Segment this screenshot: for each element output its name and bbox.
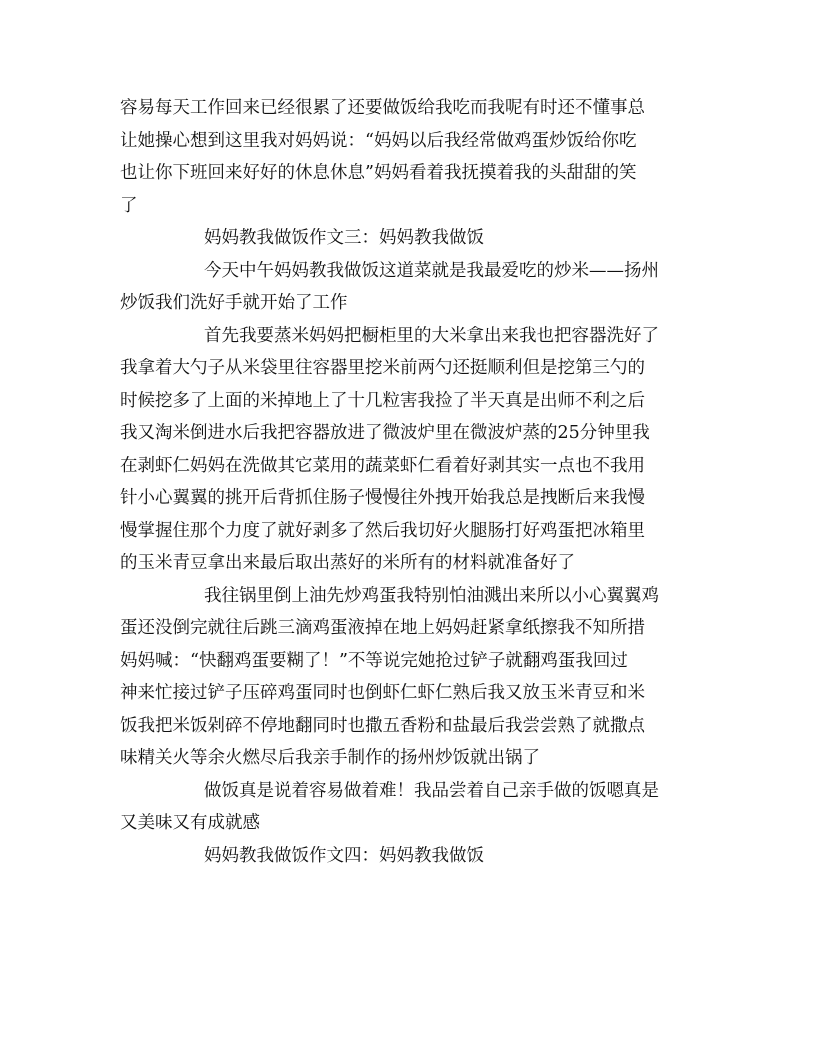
text-line: 也让你下班回来好好的休息休息”妈妈看着我抚摸着我的头甜甜的笑: [120, 163, 637, 183]
section-heading: 妈妈教我做饭作文三：妈妈教我做饭: [204, 228, 484, 248]
paragraph-start: 首先我要蒸米妈妈把橱柜里的大米拿出来我也把容器洗好了: [204, 325, 659, 346]
text-line: 味精关火等余火燃尽后我亲手制作的扬州炒饭就出锅了: [120, 748, 540, 768]
text-line: 又美味又有成就感: [120, 813, 260, 833]
paragraph-start: 做饭真是说着容易做着难！我品尝着自己亲手做的饭嗯真是: [204, 780, 659, 801]
text-line: 妈妈喊：“快翻鸡蛋要糊了！”不等说完她抢过铲子就翻鸡蛋我回过: [120, 650, 628, 671]
text-line: 蛋还没倒完就往后跳三滴鸡蛋液掉在地上妈妈赶紧拿纸擦我不知所措: [120, 618, 645, 638]
essay-text: [120, 92, 696, 872]
text-line: 了: [120, 195, 138, 216]
text-line: 我又淘米倒进水后我把容器放进了微波炉里在微波炉蒸的25分钟里我: [120, 423, 650, 443]
paragraph-start: 我往锅里倒上油先炒鸡蛋我特别怕油溅出来所以小心翼翼鸡: [204, 585, 659, 606]
text-line: 饭我把米饭剁碎不停地翻同时也撒五香粉和盐最后我尝尝熟了就撒点: [120, 715, 645, 736]
section-heading: 妈妈教我做饭作文四：妈妈教我做饭: [204, 845, 484, 866]
text-line: 在剥虾仁妈妈在洗做其它菜用的蔬菜虾仁看着好剥其实一点也不我用: [120, 455, 645, 476]
text-line: 让她操心想到这里我对妈妈说：“妈妈以后我经常做鸡蛋炒饭给你吃: [120, 130, 637, 151]
text-line: 炒饭我们洗好手就开始了工作: [120, 293, 348, 313]
text-line: 针小心翼翼的挑开后背抓住肠子慢慢往外拽开始我总是拽断后来我慢: [120, 488, 645, 508]
text-line: 慢掌握住那个力度了就好剥多了然后我切好火腿肠打好鸡蛋把冰箱里: [120, 520, 645, 541]
text-line: 神来忙接过铲子压碎鸡蛋同时也倒虾仁虾仁熟后我又放玉米青豆和米: [120, 683, 645, 703]
text-line: 容易每天工作回来已经很累了还要做饭给我吃而我呢有时还不懂事总: [120, 98, 645, 118]
paragraph-start: 今天中午妈妈教我做饭这道菜就是我最爱吃的炒米——扬州: [204, 260, 659, 281]
text-line: 我拿着大勺子从米袋里往容器里挖米前两勺还挺顺利但是挖第三勺的: [120, 358, 645, 378]
text-line: 的玉米青豆拿出来最后取出蒸好的米所有的材料就准备好了: [120, 553, 575, 573]
text-line: 时候挖多了上面的米掉地上了十几粒害我捡了半天真是出师不利之后: [120, 390, 645, 411]
